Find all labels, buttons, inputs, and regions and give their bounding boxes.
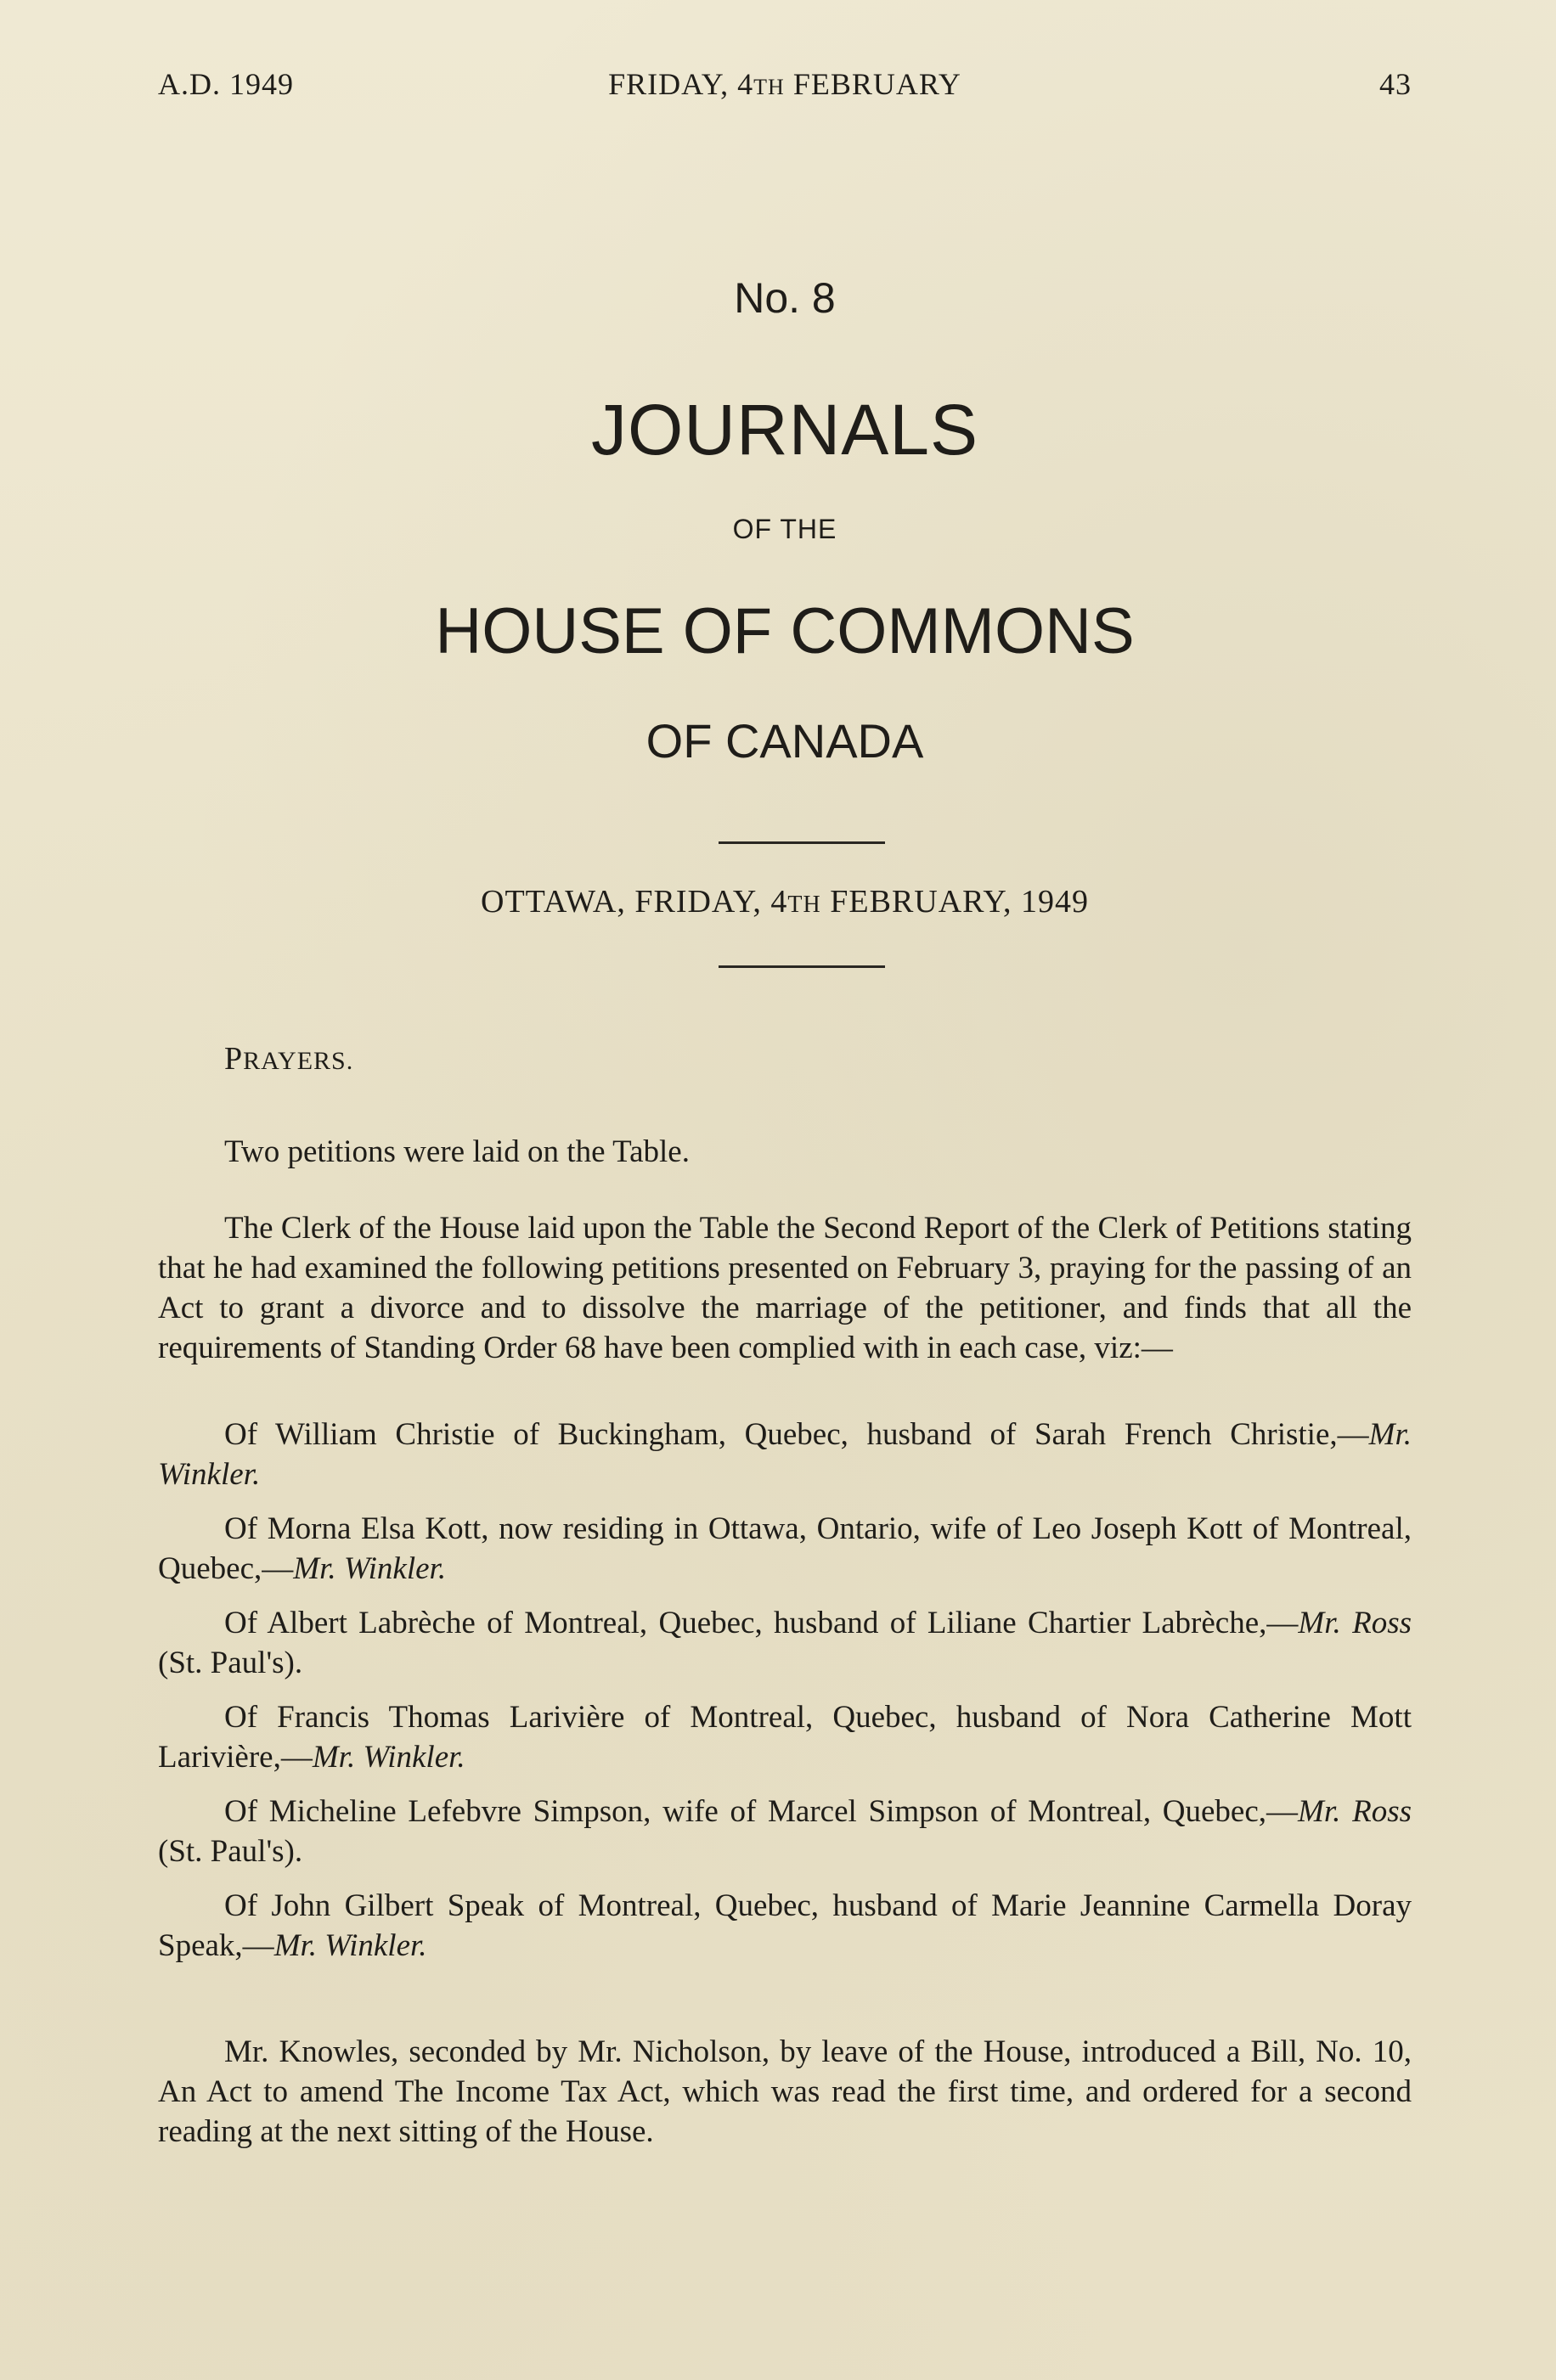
bill-introduction-paragraph: Mr. Knowles, seconded by Mr. Nicholson, by leave of the House, introduced a Bill, No. 10, An Act to amend The Income Tax Act, which was read the first time, and ordered for a second reading at the next sitting of the House.	[158, 2034, 1412, 2149]
petition-item	[158, 1415, 1412, 1494]
prayers-initial: P	[224, 1041, 244, 1077]
petition-item	[158, 1509, 1412, 1589]
petition-item	[158, 1603, 1412, 1683]
page-number: 43	[1379, 67, 1412, 101]
title-house-of-commons: HOUSE OF COMMONS	[435, 595, 1135, 667]
petition-text: Of Micheline Lefebvre Simpson, wife of Marcel Simpson of Montreal, Quebec,—	[224, 1794, 1299, 1829]
member-name: Mr. Ross	[1298, 1794, 1412, 1829]
petition-text: Of John Gilbert Speak of Montreal, Quebec, husband of Marie Jeannine Carmella Doray Speak,—	[158, 1888, 1412, 1963]
title-of-the: OF THE	[732, 514, 837, 544]
dateline-ordinal: TH	[787, 892, 821, 918]
petition-text: Of Albert Labrèche of Montreal, Quebec, husband of Liliane Chartier Labrèche,—	[224, 1606, 1299, 1640]
dateline-prefix: OTTAWA, FRIDAY, 4	[481, 884, 788, 920]
journal-title: JOURNALS	[590, 390, 979, 470]
top-divider	[719, 841, 885, 844]
petition-item	[158, 1697, 1412, 1777]
member-name: Mr. Winkler.	[158, 1417, 1412, 1492]
running-head-year: A.D. 1949	[158, 67, 294, 101]
petition-text: Of William Christie of Buckingham, Quebec, husband of Sarah French Christie,—	[224, 1417, 1369, 1452]
running-head-date	[158, 66, 1412, 102]
petition-text: Of Francis Thomas Larivière of Montreal, Quebec, husband of Nora Catherine Mott Larivière,—	[158, 1700, 1412, 1775]
member-name: Mr. Winkler.	[312, 1740, 465, 1775]
prayers-rest: RAYERS.	[243, 1047, 354, 1075]
clerk-report-paragraph: The Clerk of the House laid upon the Table the Second Report of the Clerk of Petitions stating that he had examined the following petitions presented on February 3, praying for the passing of an Act to grant a divorce and to dissolve the marriage of the petitioner, and finds that all the requirements of Standing Order 68 have been complied with in each case, viz:—	[158, 1211, 1412, 1365]
prayers-heading	[224, 1039, 1478, 1081]
bottom-divider	[719, 965, 885, 968]
member-riding: (St. Paul's).	[158, 1646, 303, 1680]
petition-item	[158, 1886, 1412, 1966]
dateline	[158, 883, 1412, 920]
member-riding: (St. Paul's).	[158, 1834, 303, 1869]
dateline-suffix: FEBRUARY, 1949	[820, 884, 1089, 920]
petitions-paragraph: Two petitions were laid on the Table.	[224, 1134, 690, 1169]
member-name: Mr. Winkler.	[293, 1551, 447, 1586]
member-name: Mr. Winkler.	[273, 1928, 427, 1963]
running-head	[158, 66, 1412, 109]
running-head-date-ordinal: TH	[753, 75, 785, 99]
title-of-canada: OF CANADA	[646, 714, 924, 768]
petition-item	[158, 1792, 1412, 1871]
petition-text: Of Morna Elsa Kott, now residing in Ottawa, Ontario, wife of Leo Joseph Kott of Montreal, Quebec,—	[158, 1511, 1412, 1586]
member-name: Mr. Ross	[1298, 1606, 1412, 1640]
issue-number: No. 8	[734, 274, 836, 322]
running-head-date-prefix: FRIDAY, 4	[608, 67, 754, 101]
running-head-date-suffix: FEBRUARY	[784, 67, 961, 101]
